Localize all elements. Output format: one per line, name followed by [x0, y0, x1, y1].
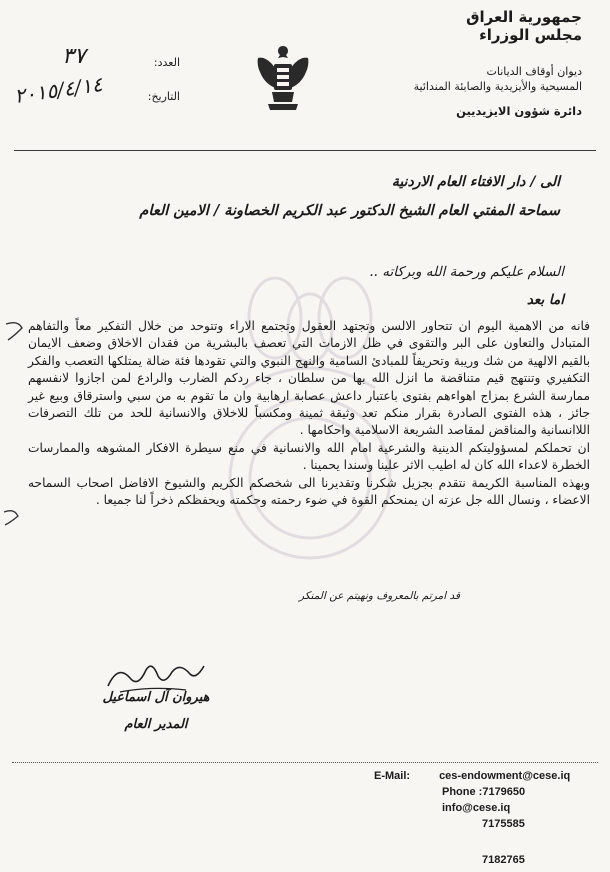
organization-header	[332, 8, 582, 119]
greeting: السلام عليكم ورحمة الله وبركاته ..	[369, 264, 564, 280]
number-label: العدد:	[153, 56, 180, 69]
body-paragraph: فانه من الاهمية اليوم ان تتحاور الالسن وتجتهد العقول وتجتمع الاراء وتتوحد من خلال التفكير معاً والتفاهم المتبادل والتعاون على البر والتقوى في ظل الازمات التي تعصف بالبشرية من فقدان الاخلاق وضعف الايمان بالقيم الالهية من شك وريبة وتحريفاً للمبادئ السامية والنهج النبوي والتي تقودها فئة ضالة يمتلكها التعصب والفكر التكفيري وتنتهج قيم متناقضة ما انزل الله بها من سلطان ، جاء ردكم الضارب والرادع لمن اجازوا لانفسهم ممارسة الشرع بمزاج اهواءهم بفتوى باعتبار داعش عصابة ارهابية وان ما تقوم به من سبي واسترقاق وبيع غير جائز ، هذه الفتوى الصادرة بقرار منكم تعد وثيقة ثمينة ومكسباً للاخلاق والانسانية للحد من تلك التصرفات اللاانسانية والمناقض لمقاصد الشريعة الاسلامية واحكامها .	[28, 319, 590, 438]
reference-number: ٣٧	[62, 44, 86, 69]
iraq-eagle-emblem	[254, 42, 312, 112]
reference-block	[10, 44, 186, 114]
body-paragraph: ان تحملكم لمسؤوليتكم الدينية والشرعية امام الله والانسانية في منع سيطرة الافكار المشوهه والممارسات الخطرة لاعداء الله كان له اطيب الاثر علينا وسندا يحمينا .	[28, 440, 590, 473]
phone-number: Phone :7179650	[442, 786, 526, 798]
closing-phrase: قد امرتم بالمعروف ونهيتم عن المنكر	[298, 590, 460, 602]
margin-check-mark	[2, 506, 22, 528]
reference-date: ٢٠١٥/٤/١٤	[12, 71, 104, 109]
body-paragraph: وبهذه المناسبة الكريمة نتقدم بجزيل شكرنا وتقديرنا الى شخصكم الكريم والشيوخ الافاضل اصحاب السماحه الاعضاء ، ونسال الله جل عزته ان يمنحكم القوة في ضوء رحمته وحكمته ويحفظكم ذخراً لنا جميعا .	[28, 475, 590, 508]
council-name: مجلس الوزراء	[479, 26, 582, 44]
contact-footer	[374, 768, 606, 868]
phone-number-2: 7175585	[482, 818, 525, 830]
margin-check-mark	[4, 316, 26, 344]
phone-number-3: 7182765	[482, 854, 525, 866]
department-name: دائرة شؤون الايزيديين	[456, 104, 582, 118]
opening-phrase: اما بعد	[526, 292, 564, 308]
info-email: info@cese.iq	[442, 802, 511, 814]
signatory-title: المدير العام	[124, 717, 188, 732]
office-line-1: ديوان أوقاف الديانات	[486, 65, 582, 78]
email-label: E-Mail:	[374, 770, 411, 782]
recipient-line-1: الى / دار الافتاء العام الاردنية	[391, 174, 560, 190]
office-line-2: المسيحية والأيزيدية والصابئة المندائية	[413, 80, 582, 93]
letter-body	[28, 318, 590, 509]
signatory-block	[86, 690, 226, 732]
recipient-line-2: سماحة المفتي العام الشيخ الدكتور عبد الكريم الخصاونة / الامين العام	[139, 202, 560, 219]
footer-divider	[12, 762, 598, 763]
email-address: ces-endowment@cese.iq	[439, 770, 571, 782]
header-divider	[14, 150, 596, 151]
signatory-name: هيروان آل اسماعيل	[102, 690, 210, 705]
country-name: جمهورية العراق	[466, 8, 582, 26]
date-label: التاريخ:	[147, 90, 180, 103]
